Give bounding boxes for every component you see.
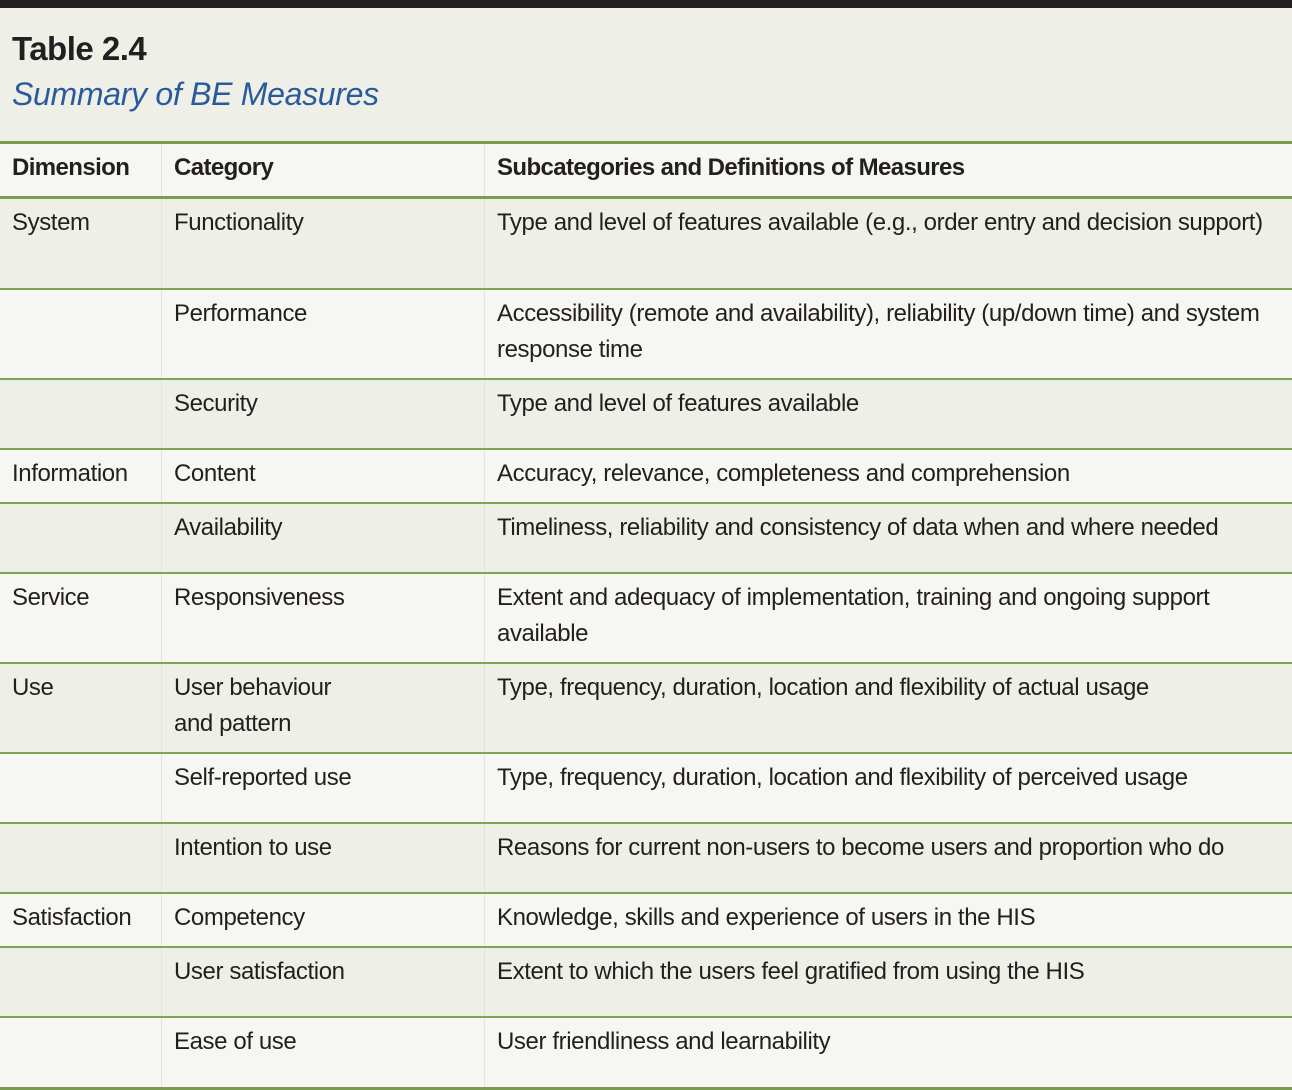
table-row [0, 290, 1292, 380]
column-divider [161, 574, 162, 662]
table-row [0, 1018, 1292, 1090]
cell-category: Responsiveness [174, 584, 345, 611]
cell-dimension: Use [12, 674, 54, 701]
table-number: Table 2.4 [12, 30, 147, 67]
column-divider [484, 824, 485, 892]
column-divider [161, 754, 162, 822]
table-row [0, 380, 1292, 450]
table-row [0, 948, 1292, 1018]
cell-category: Security [174, 390, 258, 417]
column-divider [484, 664, 485, 752]
table-row [0, 664, 1292, 754]
header-dimension: Dimension [12, 154, 130, 181]
cell-definition: Type and level of features available (e.g., order entry and decision support) [497, 209, 1263, 236]
column-divider [161, 824, 162, 892]
top-bar [0, 0, 1292, 8]
table-row [0, 199, 1292, 290]
column-divider [161, 199, 162, 288]
table-row [0, 894, 1292, 948]
cell-definition: User friendliness and learnability [497, 1028, 831, 1055]
cell-category: Competency [174, 904, 305, 931]
cell-category: Intention to use [174, 834, 332, 861]
cell-dimension: Satisfaction [12, 904, 132, 931]
column-divider [484, 144, 485, 196]
column-divider [484, 504, 485, 572]
cell-dimension: Service [12, 584, 90, 611]
cell-category: Functionality [174, 209, 304, 236]
cell-category: Content [174, 460, 256, 487]
column-divider [484, 290, 485, 378]
cell-definition: Type and level of features available [497, 390, 859, 417]
table-row [0, 574, 1292, 664]
column-divider [161, 290, 162, 378]
column-divider [484, 948, 485, 1016]
cell-category: Performance [174, 300, 307, 327]
cell-definition: Timeliness, reliability and consistency of data when and where needed [497, 514, 1219, 541]
column-divider [484, 380, 485, 448]
column-divider [161, 1018, 162, 1087]
cell-category: User behaviour and pattern [174, 674, 332, 737]
table-title-area [0, 8, 1292, 141]
column-divider [484, 199, 485, 288]
table-row [0, 450, 1292, 504]
column-divider [161, 380, 162, 448]
table-row [0, 824, 1292, 894]
column-divider [484, 754, 485, 822]
cell-definition: Type, frequency, duration, location and flexibility of perceived usage [497, 764, 1188, 791]
cell-definition: Knowledge, skills and experience of users in the HIS [497, 904, 1036, 931]
cell-definition: Extent to which the users feel gratified from using the HIS [497, 958, 1085, 985]
cell-definition: Accessibility (remote and availability), reliability (up/down time) and system response time [497, 300, 1260, 363]
cell-definition: Type, frequency, duration, location and flexibility of actual usage [497, 674, 1149, 701]
column-divider [161, 948, 162, 1016]
table-row [0, 504, 1292, 574]
column-divider [484, 894, 485, 946]
column-divider [161, 664, 162, 752]
column-divider [161, 144, 162, 196]
cell-category: User satisfaction [174, 958, 345, 985]
cell-dimension: Information [12, 460, 128, 487]
be-measures-table [0, 141, 1292, 1090]
cell-category: Availability [174, 514, 283, 541]
cell-category: Ease of use [174, 1028, 297, 1055]
cell-definition: Accuracy, relevance, completeness and comprehension [497, 460, 1070, 487]
table-row [0, 754, 1292, 824]
table-caption: Summary of BE Measures [12, 76, 379, 112]
column-divider [161, 450, 162, 502]
cell-dimension: System [12, 209, 90, 236]
column-divider [161, 894, 162, 946]
cell-category: Self-reported use [174, 764, 352, 791]
cell-definition: Extent and adequacy of implementation, training and ongoing support available [497, 584, 1210, 647]
header-category: Category [174, 154, 274, 181]
header-definitions: Subcategories and Definitions of Measures [497, 154, 965, 181]
cell-definition: Reasons for current non-users to become users and proportion who do [497, 834, 1224, 861]
column-divider [484, 574, 485, 662]
column-divider [484, 1018, 485, 1087]
column-divider [484, 450, 485, 502]
table-header-row [0, 141, 1292, 199]
column-divider [161, 504, 162, 572]
